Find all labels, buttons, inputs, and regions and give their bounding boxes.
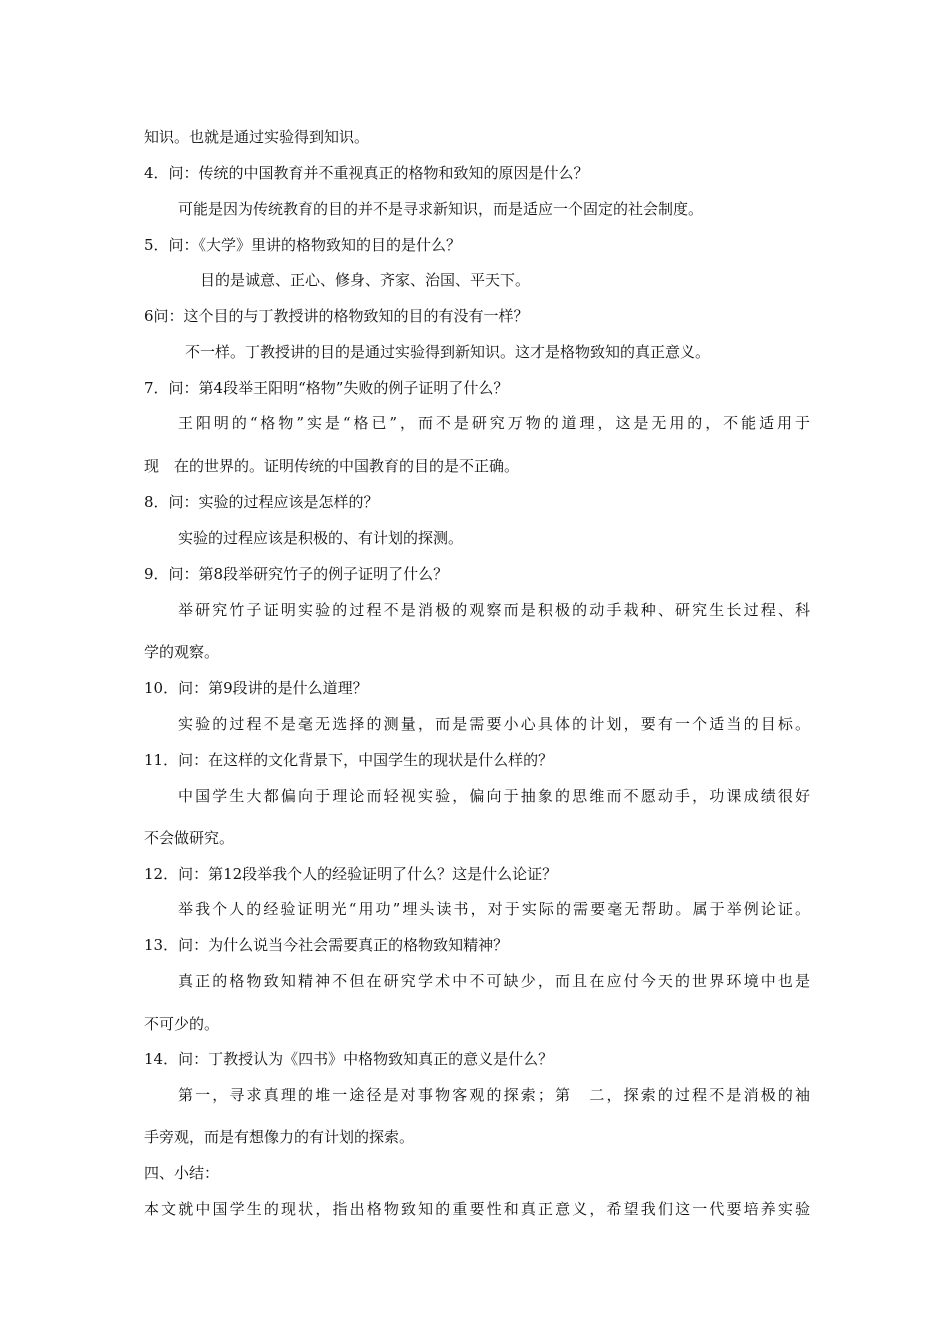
- question-4: 4．问：传统的中国教育并不重视真正的格物和致知的原因是什么？: [144, 164, 589, 182]
- answer-11-line-2: 不会做研究。: [144, 829, 235, 847]
- answer-13-line-2: 不可少的。: [144, 1015, 220, 1033]
- question-14: 14．问：丁教授认为《四书》中格物致知真正的意义是什么？: [144, 1050, 554, 1068]
- question-8: 8．问：实验的过程应该是怎样的？: [144, 493, 379, 511]
- answer-9-line-1: 举研究竹子证明实验的过程不是消极的观察而是积极的动手栽种、研究生长过程、科: [178, 601, 810, 619]
- question-12: 12．问：第12段举我个人的经验证明了什么？这是什么论证？: [144, 865, 558, 883]
- answer-5: 目的是诚意、正心、修身、齐家、治国、平天下。: [200, 271, 531, 289]
- section-heading-summary: 四、小结：: [144, 1164, 220, 1182]
- answer-7-line-2: 现 在的世界的。证明传统的中国教育的目的是不正确。: [144, 457, 520, 475]
- text-line: 知识。也就是通过实验得到知识。: [144, 128, 370, 146]
- question-6: 6问：这个目的与丁教授讲的格物致知的目的有没有一样？: [144, 307, 529, 325]
- answer-14-line-2: 手旁观，而是有想像力的有计划的探索。: [144, 1128, 415, 1146]
- answer-8: 实验的过程应该是积极的、有计划的探测。: [178, 529, 464, 547]
- question-5: 5．问：《大学》里讲的格物致知的目的是什么？: [144, 236, 462, 254]
- answer-9-line-2: 学的观察。: [144, 643, 220, 661]
- answer-6: 不一样。丁教授讲的目的是通过实验得到新知识。这才是格物致知的真正意义。: [185, 343, 711, 361]
- question-13: 13．问：为什么说当今社会需要真正的格物致知精神？: [144, 936, 509, 954]
- answer-12: 举我个人的经验证明光“用功”埋头读书，对于实际的需要毫无帮助。属于举例论证。: [178, 900, 810, 918]
- question-7: 7．问：第4段举王阳明“格物”失败的例子证明了什么？: [144, 379, 509, 397]
- answer-11-line-1: 中国学生大都偏向于理论而轻视实验，偏向于抽象的思维而不愿动手，功课成绩很好: [178, 787, 810, 805]
- summary-text: 本文就中国学生的现状，指出格物致知的重要性和真正意义，希望我们这一代要培养实验: [144, 1200, 810, 1218]
- answer-7-line-1: 王阳明的“格物”实是“格已”，而不是研究万物的道理，这是无用的，不能适用于: [178, 414, 810, 432]
- question-11: 11．问：在这样的文化背景下，中国学生的现状是什么样的？: [144, 751, 554, 769]
- question-9: 9．问：第8段举研究竹子的例子证明了什么？: [144, 565, 449, 583]
- answer-4: 可能是因为传统教育的目的并不是寻求新知识，而是适应一个固定的社会制度。: [178, 200, 704, 218]
- question-10: 10．问：第9段讲的是什么道理？: [144, 679, 368, 697]
- answer-13-line-1: 真正的格物致知精神不但在研究学术中不可缺少，而且在应付今天的世界环境中也是: [178, 972, 810, 990]
- answer-10: 实验的过程不是毫无选择的测量，而是需要小心具体的计划，要有一个适当的目标。: [178, 715, 810, 733]
- answer-14-line-1: 第一，寻求真理的堆一途径是对事物客观的探索；第 二，探索的过程不是消极的袖: [178, 1086, 810, 1104]
